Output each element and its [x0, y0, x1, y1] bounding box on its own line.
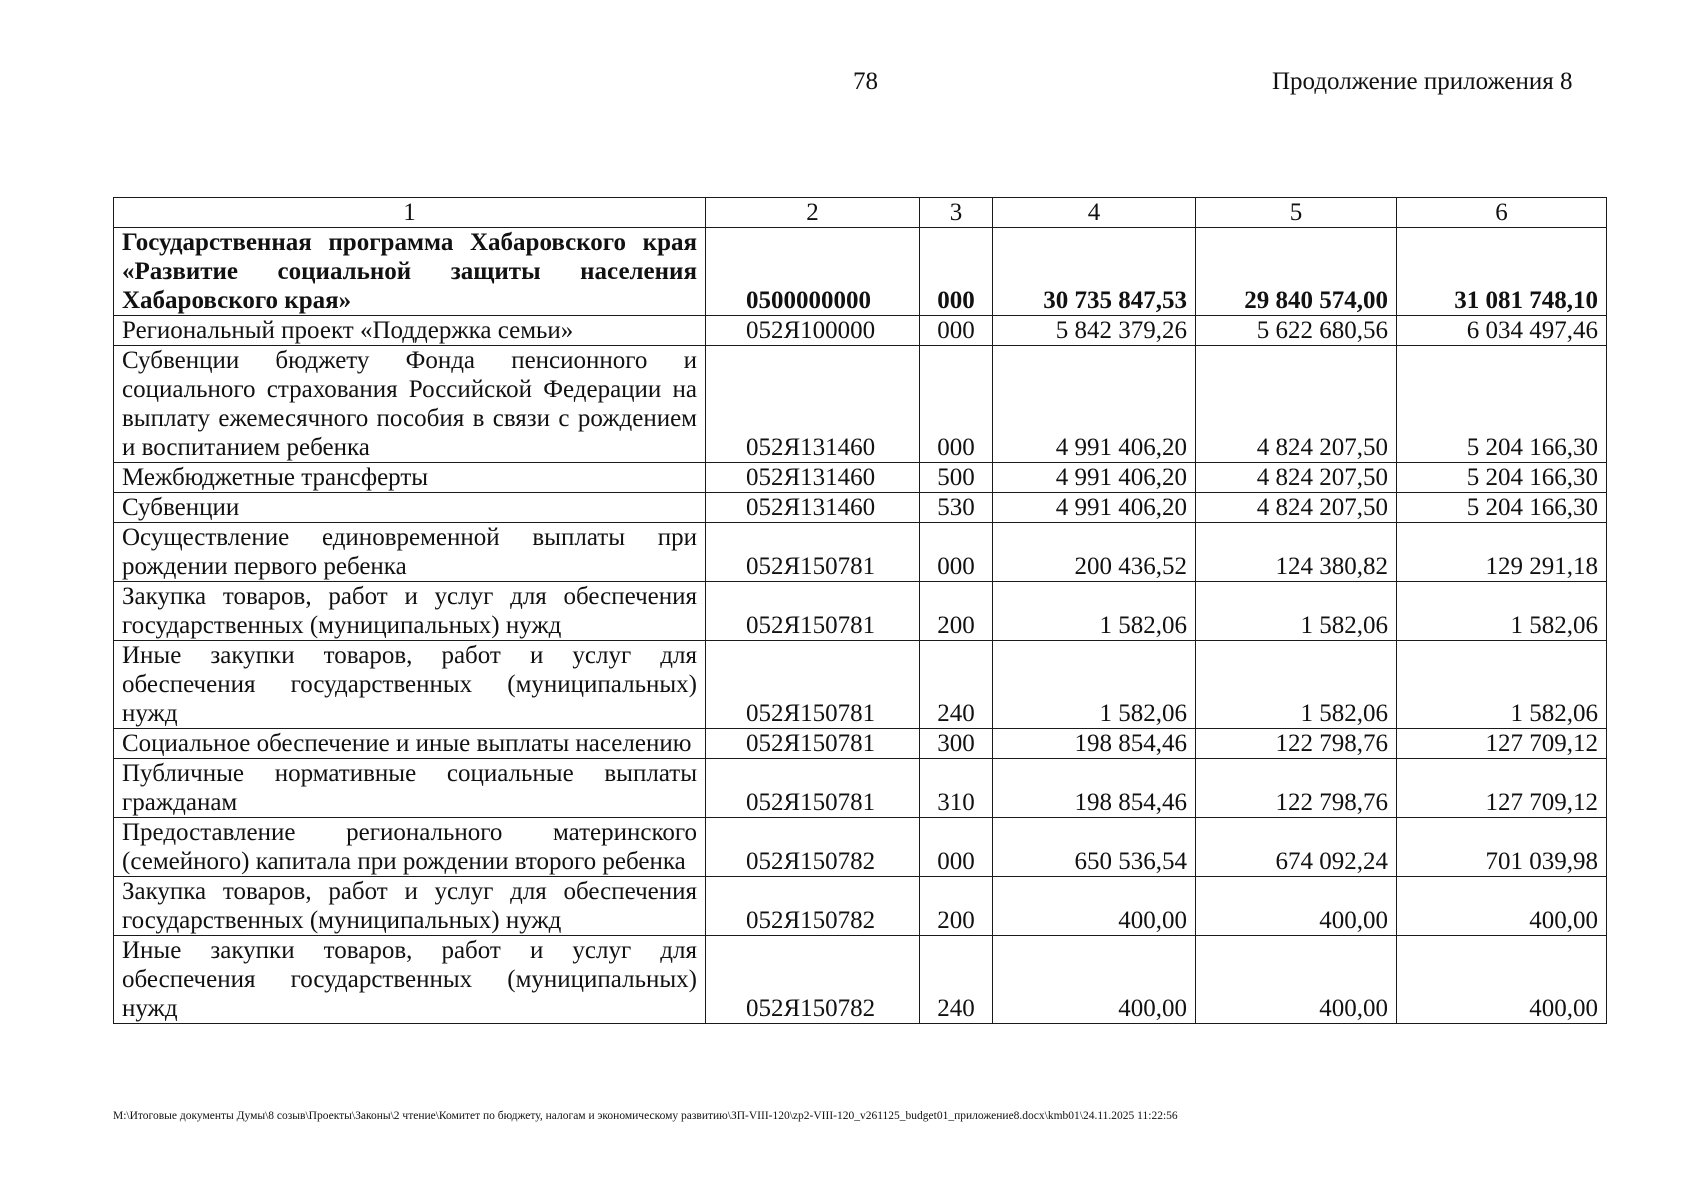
target-code-cell: 052Я150781	[706, 523, 920, 582]
amount-year1-cell: 4 991 406,20	[993, 463, 1196, 493]
row-name-cell: Предоставление регионального материнского (семейного) капитала при рождении второго ребенка	[114, 818, 706, 877]
amount-year1-cell: 400,00	[993, 877, 1196, 936]
amount-year2-cell: 4 824 207,50	[1196, 463, 1397, 493]
table-row	[114, 641, 1607, 729]
target-code-cell: 052Я150781	[706, 759, 920, 818]
amount-year1-cell: 400,00	[993, 936, 1196, 1024]
table-row	[114, 523, 1607, 582]
amount-year1-cell: 30 735 847,53	[993, 228, 1196, 316]
amount-year2-cell: 124 380,82	[1196, 523, 1397, 582]
expense-type-cell: 500	[920, 463, 993, 493]
column-number: 1	[114, 198, 706, 228]
amount-year1-cell: 198 854,46	[993, 729, 1196, 759]
row-name-cell: Социальное обеспечение и иные выплаты населению	[114, 729, 706, 759]
amount-year3-cell: 6 034 497,46	[1397, 316, 1607, 346]
amount-year1-cell: 200 436,52	[993, 523, 1196, 582]
row-name-cell: Субвенции бюджету Фонда пенсионного и социального страхования Российской Федерации на выплату ежемесячного пособия в связи с рождением и воспитанием ребенка	[114, 346, 706, 463]
amount-year3-cell: 1 582,06	[1397, 582, 1607, 641]
amount-year3-cell: 400,00	[1397, 877, 1607, 936]
table-row	[114, 818, 1607, 877]
column-number: 5	[1196, 198, 1397, 228]
table-row	[114, 759, 1607, 818]
table-row	[114, 228, 1607, 316]
amount-year3-cell: 5 204 166,30	[1397, 493, 1607, 523]
expense-type-cell: 300	[920, 729, 993, 759]
amount-year2-cell: 400,00	[1196, 877, 1397, 936]
column-number: 4	[993, 198, 1196, 228]
row-name-cell: Государственная программа Хабаровского края «Развитие социальной защиты населения Хабаровского края»	[114, 228, 706, 316]
amount-year2-cell: 1 582,06	[1196, 582, 1397, 641]
target-code-cell: 052Я131460	[706, 346, 920, 463]
amount-year2-cell: 5 622 680,56	[1196, 316, 1397, 346]
target-code-cell: 052Я131460	[706, 493, 920, 523]
amount-year3-cell: 127 709,12	[1397, 729, 1607, 759]
amount-year2-cell: 674 092,24	[1196, 818, 1397, 877]
target-code-cell: 052Я150781	[706, 582, 920, 641]
target-code-cell: 052Я150782	[706, 818, 920, 877]
amount-year2-cell: 29 840 574,00	[1196, 228, 1397, 316]
amount-year3-cell: 127 709,12	[1397, 759, 1607, 818]
target-code-cell: 052Я100000	[706, 316, 920, 346]
table-row	[114, 463, 1607, 493]
amount-year1-cell: 4 991 406,20	[993, 493, 1196, 523]
expense-type-cell: 000	[920, 228, 993, 316]
expense-type-cell: 310	[920, 759, 993, 818]
amount-year3-cell: 400,00	[1397, 936, 1607, 1024]
expense-type-cell: 000	[920, 523, 993, 582]
row-name-cell: Иные закупки товаров, работ и услуг для обеспечения государственных (муниципальных) нужд	[114, 936, 706, 1024]
amount-year3-cell: 129 291,18	[1397, 523, 1607, 582]
row-name-cell: Осуществление единовременной выплаты при рождении первого ребенка	[114, 523, 706, 582]
row-name-cell: Закупка товаров, работ и услуг для обеспечения государственных (муниципальных) нужд	[114, 582, 706, 641]
expense-type-cell: 000	[920, 346, 993, 463]
page-number: 78	[853, 68, 878, 95]
table-row	[114, 346, 1607, 463]
document-file-path: M:\Итоговые документы Думы\8 созыв\Проекты\Законы\2 чтение\Комитет по бюджету, налогам и экономическому развитию\ЗП-VIII-120\zp2-VIII-120_v261125_budget01_приложение8.docx\kmb01\24.11.2025 11:22:56	[113, 1110, 1178, 1122]
amount-year3-cell: 701 039,98	[1397, 818, 1607, 877]
expense-type-cell: 200	[920, 582, 993, 641]
amount-year2-cell: 400,00	[1196, 936, 1397, 1024]
budget-table-body	[114, 198, 1607, 1024]
table-row	[114, 877, 1607, 936]
amount-year1-cell: 1 582,06	[993, 641, 1196, 729]
amount-year3-cell: 31 081 748,10	[1397, 228, 1607, 316]
row-name-cell: Закупка товаров, работ и услуг для обеспечения государственных (муниципальных) нужд	[114, 877, 706, 936]
target-code-cell: 0500000000	[706, 228, 920, 316]
table-row	[114, 582, 1607, 641]
target-code-cell: 052Я150781	[706, 641, 920, 729]
amount-year1-cell: 198 854,46	[993, 759, 1196, 818]
amount-year1-cell: 650 536,54	[993, 818, 1196, 877]
column-number-row	[114, 198, 1607, 228]
column-number: 2	[706, 198, 920, 228]
expense-type-cell: 000	[920, 818, 993, 877]
amount-year3-cell: 5 204 166,30	[1397, 463, 1607, 493]
row-name-cell: Публичные нормативные социальные выплаты гражданам	[114, 759, 706, 818]
row-name-cell: Региональный проект «Поддержка семьи»	[114, 316, 706, 346]
row-name-cell: Субвенции	[114, 493, 706, 523]
amount-year1-cell: 1 582,06	[993, 582, 1196, 641]
column-number: 6	[1397, 198, 1607, 228]
target-code-cell: 052Я150781	[706, 729, 920, 759]
expense-type-cell: 530	[920, 493, 993, 523]
table-row	[114, 936, 1607, 1024]
amount-year2-cell: 1 582,06	[1196, 641, 1397, 729]
amount-year1-cell: 5 842 379,26	[993, 316, 1196, 346]
row-name-cell: Иные закупки товаров, работ и услуг для обеспечения государственных (муниципальных) нужд	[114, 641, 706, 729]
table-row	[114, 493, 1607, 523]
expense-type-cell: 240	[920, 936, 993, 1024]
table-row	[114, 729, 1607, 759]
target-code-cell: 052Я131460	[706, 463, 920, 493]
target-code-cell: 052Я150782	[706, 936, 920, 1024]
column-number: 3	[920, 198, 993, 228]
amount-year2-cell: 4 824 207,50	[1196, 346, 1397, 463]
amount-year1-cell: 4 991 406,20	[993, 346, 1196, 463]
amount-year2-cell: 122 798,76	[1196, 759, 1397, 818]
target-code-cell: 052Я150782	[706, 877, 920, 936]
budget-table	[113, 197, 1607, 1024]
amount-year2-cell: 122 798,76	[1196, 729, 1397, 759]
amount-year2-cell: 4 824 207,50	[1196, 493, 1397, 523]
row-name-cell: Межбюджетные трансферты	[114, 463, 706, 493]
expense-type-cell: 240	[920, 641, 993, 729]
budget-table-container	[113, 197, 1606, 1024]
expense-type-cell: 200	[920, 877, 993, 936]
table-row	[114, 316, 1607, 346]
amount-year3-cell: 5 204 166,30	[1397, 346, 1607, 463]
expense-type-cell: 000	[920, 316, 993, 346]
appendix-continuation-label: Продолжение приложения 8	[1272, 68, 1573, 95]
amount-year3-cell: 1 582,06	[1397, 641, 1607, 729]
